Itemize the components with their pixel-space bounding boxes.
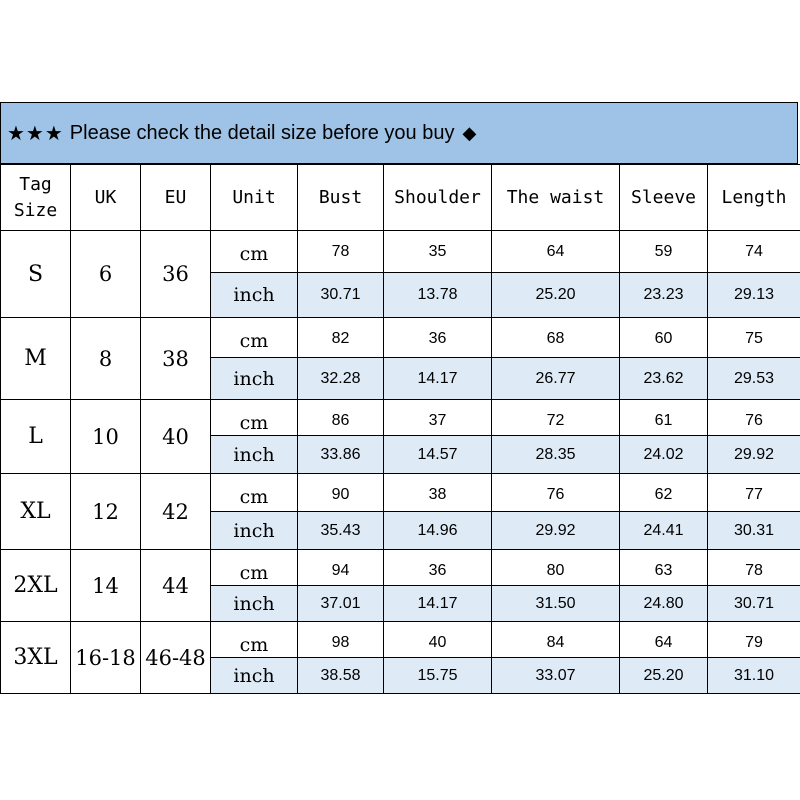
unit-inch-cell: inch [211,436,298,474]
shoulder-inch-cell: 14.17 [384,358,492,400]
eu-size-cell: 46-48 [141,622,211,694]
sleeve-cm-cell: 61 [620,400,708,436]
sleeve-inch-cell: 25.20 [620,658,708,694]
length-cm-cell: 78 [708,550,800,586]
sleeve-cm-cell: 64 [620,622,708,658]
header-eu: EU [141,165,211,231]
length-cm-cell: 74 [708,231,800,273]
table-row [1,474,800,512]
waist-cm-cell: 64 [492,231,620,273]
length-inch-cell: 30.71 [708,586,800,622]
uk-size-cell: 6 [71,231,141,318]
eu-size-cell: 38 [141,318,211,400]
length-cm-cell: 76 [708,400,800,436]
sleeve-inch-cell: 23.23 [620,273,708,318]
unit-cm-cell: cm [211,318,298,358]
shoulder-cm-cell: 37 [384,400,492,436]
uk-size-cell: 10 [71,400,141,474]
unit-inch-cell: inch [211,658,298,694]
waist-cm-cell: 84 [492,622,620,658]
header-tag-size: Tag Size [1,165,71,231]
shoulder-inch-cell: 13.78 [384,273,492,318]
unit-cm-cell: cm [211,400,298,436]
diamond-icon: ◆ [462,122,477,143]
waist-inch-cell: 29.92 [492,512,620,550]
table-row [1,231,800,273]
sleeve-inch-cell: 24.02 [620,436,708,474]
shoulder-cm-cell: 36 [384,318,492,358]
tag-size-cell: 2XL [1,550,71,622]
stars-icon: ★★★ [7,122,64,145]
length-inch-cell: 29.92 [708,436,800,474]
uk-size-cell: 14 [71,550,141,622]
uk-size-cell: 16-18 [71,622,141,694]
shoulder-cm-cell: 36 [384,550,492,586]
eu-size-cell: 42 [141,474,211,550]
sleeve-inch-cell: 23.62 [620,358,708,400]
length-cm-cell: 75 [708,318,800,358]
table-row [1,622,800,658]
tag-size-cell: 3XL [1,622,71,694]
waist-inch-cell: 25.20 [492,273,620,318]
bust-cm-cell: 86 [298,400,384,436]
length-cm-cell: 79 [708,622,800,658]
waist-inch-cell: 26.77 [492,358,620,400]
shoulder-cm-cell: 38 [384,474,492,512]
length-cm-cell: 77 [708,474,800,512]
unit-cm-cell: cm [211,622,298,658]
unit-inch-cell: inch [211,512,298,550]
table-header-row [1,165,800,231]
bust-cm-cell: 90 [298,474,384,512]
length-inch-cell: 29.53 [708,358,800,400]
bust-cm-cell: 82 [298,318,384,358]
table-row [1,400,800,436]
unit-inch-cell: inch [211,358,298,400]
waist-inch-cell: 31.50 [492,586,620,622]
bust-cm-cell: 78 [298,231,384,273]
tag-size-cell: XL [1,474,71,550]
shoulder-inch-cell: 15.75 [384,658,492,694]
uk-size-cell: 8 [71,318,141,400]
length-inch-cell: 30.31 [708,512,800,550]
unit-inch-cell: inch [211,273,298,318]
header-shoulder: Shoulder [384,165,492,231]
bust-inch-cell: 35.43 [298,512,384,550]
bust-inch-cell: 37.01 [298,586,384,622]
banner-text: Please check the detail size before you buy [69,121,455,144]
shoulder-inch-cell: 14.17 [384,586,492,622]
header-length: Length [708,165,800,231]
shoulder-inch-cell: 14.96 [384,512,492,550]
header-uk: UK [71,165,141,231]
waist-cm-cell: 80 [492,550,620,586]
bust-cm-cell: 94 [298,550,384,586]
waist-cm-cell: 68 [492,318,620,358]
unit-cm-cell: cm [211,231,298,273]
shoulder-inch-cell: 14.57 [384,436,492,474]
header-unit: Unit [211,165,298,231]
eu-size-cell: 36 [141,231,211,318]
bust-cm-cell: 98 [298,622,384,658]
bust-inch-cell: 38.58 [298,658,384,694]
sleeve-cm-cell: 59 [620,231,708,273]
waist-cm-cell: 72 [492,400,620,436]
eu-size-cell: 40 [141,400,211,474]
length-inch-cell: 31.10 [708,658,800,694]
unit-cm-cell: cm [211,550,298,586]
sleeve-cm-cell: 62 [620,474,708,512]
tag-size-cell: L [1,400,71,474]
bust-inch-cell: 33.86 [298,436,384,474]
waist-cm-cell: 76 [492,474,620,512]
bust-inch-cell: 30.71 [298,273,384,318]
size-table [0,164,800,694]
tag-size-cell: M [1,318,71,400]
shoulder-cm-cell: 35 [384,231,492,273]
header-sleeve: Sleeve [620,165,708,231]
header-bust: Bust [298,165,384,231]
waist-inch-cell: 28.35 [492,436,620,474]
sleeve-cm-cell: 60 [620,318,708,358]
eu-size-cell: 44 [141,550,211,622]
unit-cm-cell: cm [211,474,298,512]
sleeve-inch-cell: 24.80 [620,586,708,622]
unit-inch-cell: inch [211,586,298,622]
sleeve-inch-cell: 24.41 [620,512,708,550]
tag-size-cell: S [1,231,71,318]
shoulder-cm-cell: 40 [384,622,492,658]
bust-inch-cell: 32.28 [298,358,384,400]
size-chart-banner [0,102,798,164]
waist-inch-cell: 33.07 [492,658,620,694]
length-inch-cell: 29.13 [708,273,800,318]
uk-size-cell: 12 [71,474,141,550]
table-row [1,550,800,586]
header-waist: The waist [492,165,620,231]
table-row [1,318,800,358]
sleeve-cm-cell: 63 [620,550,708,586]
